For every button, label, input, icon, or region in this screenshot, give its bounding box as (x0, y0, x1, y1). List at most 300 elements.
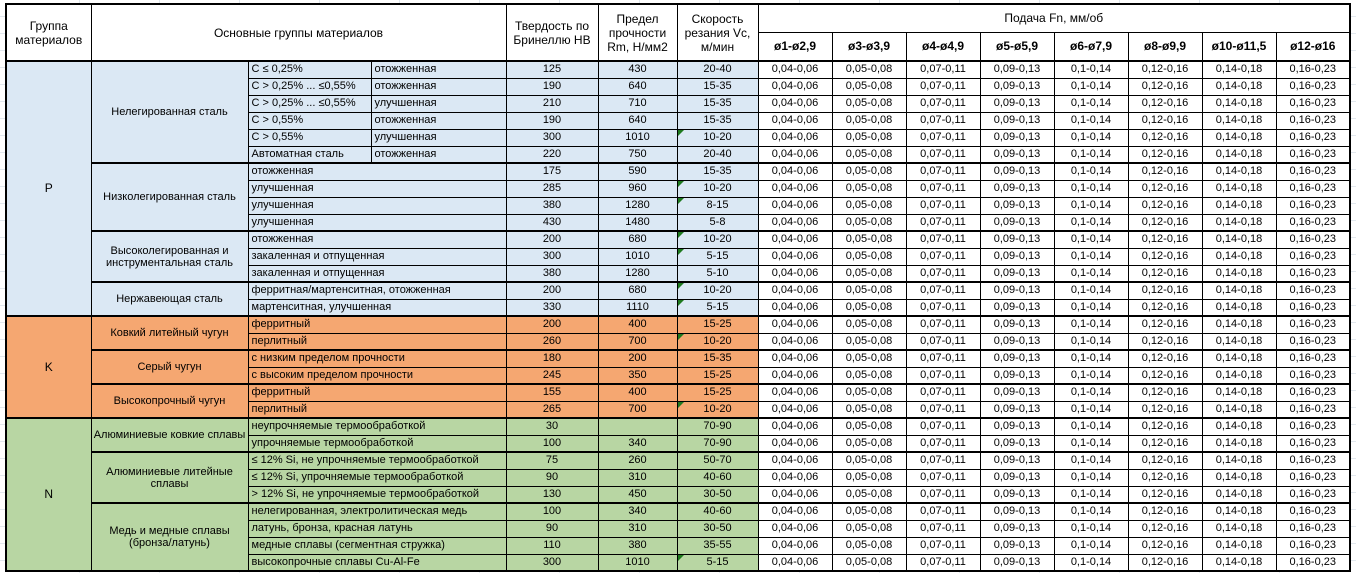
feed-value-cell: 0,14-0,18 (1202, 316, 1276, 333)
feed-value-cell: 0,05-0,08 (832, 112, 906, 129)
feed-value-cell: 0,04-0,06 (758, 61, 832, 78)
material-state-cell: улучшенная (248, 214, 506, 231)
feed-value-cell: 0,05-0,08 (832, 197, 906, 214)
cutting-speed-value-cell: 5-15 (677, 554, 758, 571)
feed-value-cell: 0,09-0,13 (980, 163, 1054, 180)
header-material-group: Группа материалов (6, 4, 91, 61)
strength-value-cell: 680 (598, 282, 677, 299)
feed-value-cell: 0,04-0,06 (758, 367, 832, 384)
header-diameter-range: ø8-ø9,9 (1128, 32, 1202, 61)
feed-value-cell: 0,05-0,08 (832, 78, 906, 95)
strength-value-cell: 1010 (598, 248, 677, 265)
cutting-speed-value-cell: 15-35 (677, 112, 758, 129)
material-state-cell: ≤ 12% Si, не упрочняемые термообработкой (248, 452, 506, 469)
material-group-name-cell: Высоколегированная и инструментальная сталь (91, 231, 248, 282)
feed-value-cell: 0,1-0,14 (1054, 146, 1128, 163)
feed-value-cell: 0,1-0,14 (1054, 214, 1128, 231)
feed-value-cell: 0,05-0,08 (832, 452, 906, 469)
feed-value-cell: 0,07-0,11 (906, 384, 980, 401)
feed-value-cell: 0,12-0,16 (1128, 95, 1202, 112)
feed-value-cell: 0,04-0,06 (758, 129, 832, 146)
feed-value-cell: 0,07-0,11 (906, 367, 980, 384)
cell-note-triangle-icon (678, 300, 684, 306)
feed-value-cell: 0,04-0,06 (758, 265, 832, 282)
cell-note-triangle-icon (678, 181, 684, 187)
feed-value-cell: 0,04-0,06 (758, 146, 832, 163)
strength-value-cell: 750 (598, 146, 677, 163)
hardness-value-cell: 300 (506, 554, 598, 571)
strength-value-cell: 1480 (598, 214, 677, 231)
feed-value-cell: 0,09-0,13 (980, 248, 1054, 265)
material-state-cell: улучшенная (371, 129, 506, 146)
feed-value-cell: 0,1-0,14 (1054, 486, 1128, 503)
cutting-speed-value-cell: 70-90 (677, 435, 758, 452)
feed-value-cell: 0,16-0,23 (1276, 146, 1350, 163)
feed-value-cell: 0,07-0,11 (906, 435, 980, 452)
material-group-name-cell: Нержавеющая сталь (91, 282, 248, 316)
material-state-cell: улучшенная (371, 95, 506, 112)
hardness-value-cell: 200 (506, 231, 598, 248)
material-state-cell: ферритный (248, 384, 506, 401)
feed-value-cell: 0,16-0,23 (1276, 333, 1350, 350)
cell-note-triangle-icon (678, 198, 684, 204)
feed-value-cell: 0,12-0,16 (1128, 112, 1202, 129)
material-state-cell: улучшенная (248, 180, 506, 197)
cutting-speed-value-cell: 35-55 (677, 537, 758, 554)
feed-value-cell: 0,14-0,18 (1202, 95, 1276, 112)
feed-value-cell: 0,16-0,23 (1276, 486, 1350, 503)
feed-value-cell: 0,16-0,23 (1276, 265, 1350, 282)
strength-value-cell: 1110 (598, 299, 677, 316)
hardness-value-cell: 430 (506, 214, 598, 231)
feed-value-cell: 0,14-0,18 (1202, 435, 1276, 452)
feed-value-cell: 0,12-0,16 (1128, 537, 1202, 554)
header-tensile-strength: Предел прочности Rm, Н/мм2 (598, 4, 677, 61)
feed-value-cell: 0,16-0,23 (1276, 163, 1350, 180)
cutting-speed-value-cell: 15-35 (677, 163, 758, 180)
hardness-value-cell: 190 (506, 78, 598, 95)
feed-value-cell: 0,12-0,16 (1128, 435, 1202, 452)
feed-value-cell: 0,14-0,18 (1202, 469, 1276, 486)
feed-value-cell: 0,14-0,18 (1202, 401, 1276, 418)
feed-value-cell: 0,05-0,08 (832, 469, 906, 486)
material-spec-cell: Автоматная сталь (248, 146, 371, 163)
feed-value-cell: 0,04-0,06 (758, 78, 832, 95)
feed-value-cell: 0,1-0,14 (1054, 180, 1128, 197)
feed-value-cell: 0,05-0,08 (832, 537, 906, 554)
feed-value-cell: 0,04-0,06 (758, 452, 832, 469)
hardness-value-cell: 380 (506, 265, 598, 282)
material-spec-cell: C > 0,55% (248, 129, 371, 146)
header-diameter-range: ø5-ø5,9 (980, 32, 1054, 61)
feed-value-cell: 0,07-0,11 (906, 78, 980, 95)
feed-value-cell: 0,07-0,11 (906, 197, 980, 214)
table-row (6, 350, 1350, 367)
feed-value-cell: 0,07-0,11 (906, 180, 980, 197)
feed-value-cell: 0,09-0,13 (980, 146, 1054, 163)
table-row (6, 316, 1350, 333)
feed-value-cell: 0,1-0,14 (1054, 163, 1128, 180)
feed-value-cell: 0,07-0,11 (906, 129, 980, 146)
feed-value-cell: 0,07-0,11 (906, 282, 980, 299)
header-diameter-range: ø3-ø3,9 (832, 32, 906, 61)
feed-value-cell: 0,04-0,06 (758, 486, 832, 503)
feed-value-cell: 0,07-0,11 (906, 299, 980, 316)
table-row (6, 503, 1350, 520)
feed-value-cell: 0,12-0,16 (1128, 333, 1202, 350)
material-state-cell: отожженная (248, 163, 506, 180)
feed-value-cell: 0,1-0,14 (1054, 554, 1128, 571)
feed-value-cell: 0,12-0,16 (1128, 78, 1202, 95)
feed-value-cell: 0,16-0,23 (1276, 95, 1350, 112)
feed-value-cell: 0,14-0,18 (1202, 350, 1276, 367)
feed-value-cell: 0,16-0,23 (1276, 61, 1350, 78)
feed-value-cell: 0,16-0,23 (1276, 435, 1350, 452)
table-header (6, 4, 1350, 61)
feed-value-cell: 0,1-0,14 (1054, 282, 1128, 299)
material-state-cell: высокопрочные сплавы Cu-Al-Fe (248, 554, 506, 571)
feed-value-cell: 0,04-0,06 (758, 384, 832, 401)
cutting-speed-value-cell: 10-20 (677, 282, 758, 299)
feed-value-cell: 0,1-0,14 (1054, 248, 1128, 265)
feed-value-cell: 0,16-0,23 (1276, 248, 1350, 265)
feed-value-cell: 0,07-0,11 (906, 333, 980, 350)
material-group-name-cell: Ковкий литейный чугун (91, 316, 248, 350)
feed-value-cell: 0,05-0,08 (832, 367, 906, 384)
feed-value-cell: 0,04-0,06 (758, 350, 832, 367)
feed-value-cell: 0,09-0,13 (980, 418, 1054, 435)
feed-value-cell: 0,1-0,14 (1054, 129, 1128, 146)
feed-value-cell: 0,1-0,14 (1054, 299, 1128, 316)
feed-value-cell: 0,12-0,16 (1128, 282, 1202, 299)
strength-value-cell: 310 (598, 520, 677, 537)
feed-value-cell: 0,12-0,16 (1128, 61, 1202, 78)
hardness-value-cell: 380 (506, 197, 598, 214)
feed-value-cell: 0,07-0,11 (906, 401, 980, 418)
feed-value-cell: 0,14-0,18 (1202, 180, 1276, 197)
feed-value-cell: 0,04-0,06 (758, 503, 832, 520)
cutting-speed-value-cell: 10-20 (677, 401, 758, 418)
feed-value-cell: 0,12-0,16 (1128, 452, 1202, 469)
table-row (6, 452, 1350, 469)
cutting-speed-value-cell: 5-15 (677, 248, 758, 265)
material-state-cell: отожженная (248, 231, 506, 248)
feed-value-cell: 0,14-0,18 (1202, 248, 1276, 265)
feed-value-cell: 0,16-0,23 (1276, 384, 1350, 401)
material-state-cell: с высоким пределом прочности (248, 367, 506, 384)
feed-value-cell: 0,04-0,06 (758, 95, 832, 112)
strength-value-cell: 450 (598, 486, 677, 503)
feed-value-cell: 0,04-0,06 (758, 112, 832, 129)
material-state-cell: > 12% Si, не упрочняемые термообработкой (248, 486, 506, 503)
material-state-cell: ферритная/мартенситная, отожженная (248, 282, 506, 299)
feed-value-cell: 0,04-0,06 (758, 469, 832, 486)
feed-value-cell: 0,1-0,14 (1054, 520, 1128, 537)
feed-value-cell: 0,05-0,08 (832, 350, 906, 367)
feed-value-cell: 0,14-0,18 (1202, 418, 1276, 435)
hardness-value-cell: 200 (506, 316, 598, 333)
hardness-value-cell: 30 (506, 418, 598, 435)
feed-value-cell: 0,14-0,18 (1202, 537, 1276, 554)
material-state-cell: латунь, бронза, красная латунь (248, 520, 506, 537)
feed-value-cell: 0,14-0,18 (1202, 503, 1276, 520)
feed-value-cell: 0,05-0,08 (832, 486, 906, 503)
feed-value-cell: 0,07-0,11 (906, 163, 980, 180)
feed-value-cell: 0,12-0,16 (1128, 503, 1202, 520)
feed-value-cell: 0,1-0,14 (1054, 197, 1128, 214)
feed-value-cell: 0,04-0,06 (758, 163, 832, 180)
feed-value-cell: 0,12-0,16 (1128, 316, 1202, 333)
feed-value-cell: 0,04-0,06 (758, 333, 832, 350)
strength-value-cell: 700 (598, 333, 677, 350)
material-state-cell: упрочняемые термообработкой (248, 435, 506, 452)
feed-value-cell: 0,09-0,13 (980, 180, 1054, 197)
strength-value-cell: 960 (598, 180, 677, 197)
feed-value-cell: 0,16-0,23 (1276, 282, 1350, 299)
cutting-speed-value-cell: 10-20 (677, 129, 758, 146)
feed-value-cell: 0,14-0,18 (1202, 129, 1276, 146)
feed-value-cell: 0,05-0,08 (832, 333, 906, 350)
feed-value-cell: 0,12-0,16 (1128, 231, 1202, 248)
feed-value-cell: 0,1-0,14 (1054, 78, 1128, 95)
feed-value-cell: 0,07-0,11 (906, 537, 980, 554)
material-state-cell: мартенситная, улучшенная (248, 299, 506, 316)
feed-value-cell: 0,16-0,23 (1276, 214, 1350, 231)
hardness-value-cell: 220 (506, 146, 598, 163)
cutting-speed-value-cell: 40-60 (677, 469, 758, 486)
strength-value-cell: 680 (598, 231, 677, 248)
strength-value-cell: 340 (598, 503, 677, 520)
feed-value-cell: 0,09-0,13 (980, 265, 1054, 282)
header-feed-title: Подача Fn, мм/об (758, 4, 1350, 32)
feed-value-cell: 0,05-0,08 (832, 146, 906, 163)
feed-value-cell: 0,04-0,06 (758, 214, 832, 231)
feed-value-cell: 0,16-0,23 (1276, 129, 1350, 146)
feed-value-cell: 0,16-0,23 (1276, 367, 1350, 384)
hardness-value-cell: 245 (506, 367, 598, 384)
feed-value-cell: 0,12-0,16 (1128, 265, 1202, 282)
material-spec-cell: C ≤ 0,25% (248, 61, 371, 78)
material-group-name-cell: Алюминиевые ковкие сплавы (91, 418, 248, 452)
feed-value-cell: 0,16-0,23 (1276, 503, 1350, 520)
header-diameter-range: ø12-ø16 (1276, 32, 1350, 61)
feed-value-cell: 0,14-0,18 (1202, 231, 1276, 248)
feed-value-cell: 0,04-0,06 (758, 435, 832, 452)
feed-value-cell: 0,12-0,16 (1128, 163, 1202, 180)
material-group-name-cell: Нелегированная сталь (91, 61, 248, 163)
cutting-speed-value-cell: 10-20 (677, 333, 758, 350)
feed-value-cell: 0,09-0,13 (980, 78, 1054, 95)
feed-value-cell: 0,05-0,08 (832, 384, 906, 401)
feed-value-cell: 0,1-0,14 (1054, 452, 1128, 469)
material-group-letter-cell: N (6, 418, 91, 571)
strength-value-cell: 310 (598, 469, 677, 486)
material-group-name-cell: Высокопрочный чугун (91, 384, 248, 418)
feed-value-cell: 0,09-0,13 (980, 316, 1054, 333)
feed-value-cell: 0,07-0,11 (906, 146, 980, 163)
feed-value-cell: 0,09-0,13 (980, 452, 1054, 469)
feed-value-cell: 0,09-0,13 (980, 367, 1054, 384)
feed-value-cell: 0,05-0,08 (832, 418, 906, 435)
feed-value-cell: 0,12-0,16 (1128, 554, 1202, 571)
material-state-cell: медные сплавы (сегментная стружка) (248, 537, 506, 554)
feed-value-cell: 0,14-0,18 (1202, 384, 1276, 401)
material-state-cell: перлитный (248, 333, 506, 350)
cutting-speed-value-cell: 5-8 (677, 214, 758, 231)
feed-value-cell: 0,14-0,18 (1202, 520, 1276, 537)
feed-value-cell: 0,1-0,14 (1054, 350, 1128, 367)
feed-value-cell: 0,04-0,06 (758, 197, 832, 214)
feed-value-cell: 0,12-0,16 (1128, 350, 1202, 367)
hardness-value-cell: 180 (506, 350, 598, 367)
feed-value-cell: 0,09-0,13 (980, 95, 1054, 112)
feed-value-cell: 0,12-0,16 (1128, 401, 1202, 418)
hardness-value-cell: 130 (506, 486, 598, 503)
feed-value-cell: 0,1-0,14 (1054, 384, 1128, 401)
hardness-value-cell: 110 (506, 537, 598, 554)
feed-value-cell: 0,09-0,13 (980, 469, 1054, 486)
feed-value-cell: 0,05-0,08 (832, 265, 906, 282)
feed-value-cell: 0,09-0,13 (980, 112, 1054, 129)
material-group-name-cell: Низколегированная сталь (91, 163, 248, 231)
material-state-cell: отожженная (371, 112, 506, 129)
feed-value-cell: 0,05-0,08 (832, 554, 906, 571)
hardness-value-cell: 210 (506, 95, 598, 112)
feed-value-cell: 0,07-0,11 (906, 520, 980, 537)
feed-value-cell: 0,05-0,08 (832, 316, 906, 333)
feed-value-cell: 0,14-0,18 (1202, 367, 1276, 384)
feed-value-cell: 0,05-0,08 (832, 61, 906, 78)
feed-value-cell: 0,12-0,16 (1128, 384, 1202, 401)
cutting-speed-value-cell: 30-50 (677, 520, 758, 537)
hardness-value-cell: 90 (506, 520, 598, 537)
feed-value-cell: 0,04-0,06 (758, 248, 832, 265)
hardness-value-cell: 175 (506, 163, 598, 180)
feed-value-cell: 0,07-0,11 (906, 350, 980, 367)
feed-value-cell: 0,16-0,23 (1276, 180, 1350, 197)
feed-value-cell: 0,09-0,13 (980, 520, 1054, 537)
material-group-name-cell: Алюминиевые литейные сплавы (91, 452, 248, 503)
table-row (6, 231, 1350, 248)
cutting-speed-value-cell: 5-15 (677, 299, 758, 316)
feed-value-cell: 0,09-0,13 (980, 503, 1054, 520)
feed-value-cell: 0,12-0,16 (1128, 248, 1202, 265)
feed-value-cell: 0,05-0,08 (832, 248, 906, 265)
feed-value-cell: 0,1-0,14 (1054, 537, 1128, 554)
cell-note-triangle-icon (678, 334, 684, 340)
feed-value-cell: 0,12-0,16 (1128, 418, 1202, 435)
table-row (6, 384, 1350, 401)
cell-note-triangle-icon (678, 232, 684, 238)
feed-value-cell: 0,04-0,06 (758, 520, 832, 537)
cutting-speed-value-cell: 15-35 (677, 78, 758, 95)
feed-value-cell: 0,05-0,08 (832, 503, 906, 520)
strength-value-cell: 380 (598, 537, 677, 554)
material-state-cell: закаленная и отпущенная (248, 248, 506, 265)
cutting-speed-value-cell: 15-25 (677, 316, 758, 333)
cutting-speed-value-cell: 20-40 (677, 146, 758, 163)
feed-value-cell: 0,04-0,06 (758, 418, 832, 435)
feed-value-cell: 0,05-0,08 (832, 299, 906, 316)
feed-value-cell: 0,04-0,06 (758, 282, 832, 299)
hardness-value-cell: 75 (506, 452, 598, 469)
header-diameter-range: ø6-ø7,9 (1054, 32, 1128, 61)
material-state-cell: отожженная (371, 61, 506, 78)
feed-value-cell: 0,05-0,08 (832, 95, 906, 112)
feed-value-cell: 0,14-0,18 (1202, 486, 1276, 503)
cutting-speed-value-cell: 10-20 (677, 231, 758, 248)
feed-value-cell: 0,04-0,06 (758, 299, 832, 316)
strength-value-cell: 400 (598, 384, 677, 401)
feed-value-cell: 0,04-0,06 (758, 180, 832, 197)
feed-value-cell: 0,14-0,18 (1202, 146, 1276, 163)
strength-value-cell: 340 (598, 435, 677, 452)
feed-value-cell: 0,1-0,14 (1054, 367, 1128, 384)
feed-value-cell: 0,09-0,13 (980, 282, 1054, 299)
feed-value-cell: 0,07-0,11 (906, 61, 980, 78)
feed-value-cell: 0,14-0,18 (1202, 299, 1276, 316)
feed-value-cell: 0,05-0,08 (832, 231, 906, 248)
cutting-speed-value-cell: 40-60 (677, 503, 758, 520)
feed-value-cell: 0,16-0,23 (1276, 469, 1350, 486)
feed-value-cell: 0,07-0,11 (906, 231, 980, 248)
hardness-value-cell: 300 (506, 129, 598, 146)
hardness-value-cell: 190 (506, 112, 598, 129)
table-row (6, 282, 1350, 299)
cutting-speed-value-cell: 5-10 (677, 265, 758, 282)
header-diameter-range: ø4-ø4,9 (906, 32, 980, 61)
feed-value-cell: 0,09-0,13 (980, 401, 1054, 418)
hardness-value-cell: 285 (506, 180, 598, 197)
material-state-cell: отожженная (371, 78, 506, 95)
feed-value-cell: 0,09-0,13 (980, 299, 1054, 316)
feed-value-cell: 0,12-0,16 (1128, 469, 1202, 486)
feed-value-cell: 0,05-0,08 (832, 520, 906, 537)
header-diameter-range: ø1-ø2,9 (758, 32, 832, 61)
material-state-cell: ферритный (248, 316, 506, 333)
feed-value-cell: 0,14-0,18 (1202, 78, 1276, 95)
feed-value-cell: 0,05-0,08 (832, 129, 906, 146)
feed-value-cell: 0,05-0,08 (832, 401, 906, 418)
feed-value-cell: 0,07-0,11 (906, 248, 980, 265)
feed-value-cell: 0,09-0,13 (980, 554, 1054, 571)
strength-value-cell: 200 (598, 350, 677, 367)
feed-value-cell: 0,16-0,23 (1276, 112, 1350, 129)
feed-value-cell: 0,12-0,16 (1128, 486, 1202, 503)
cell-note-triangle-icon (678, 249, 684, 255)
feed-value-cell: 0,1-0,14 (1054, 112, 1128, 129)
feed-value-cell: 0,16-0,23 (1276, 350, 1350, 367)
feed-value-cell: 0,1-0,14 (1054, 469, 1128, 486)
feed-value-cell: 0,14-0,18 (1202, 61, 1276, 78)
feed-value-cell: 0,14-0,18 (1202, 112, 1276, 129)
feed-value-cell: 0,05-0,08 (832, 180, 906, 197)
feed-value-cell: 0,09-0,13 (980, 231, 1054, 248)
feed-value-cell: 0,09-0,13 (980, 537, 1054, 554)
feed-value-cell: 0,1-0,14 (1054, 333, 1128, 350)
material-spec-cell: C > 0,25% ... ≤0,55% (248, 78, 371, 95)
feed-value-cell: 0,07-0,11 (906, 95, 980, 112)
feed-value-cell: 0,09-0,13 (980, 129, 1054, 146)
strength-value-cell: 590 (598, 163, 677, 180)
feed-value-cell: 0,16-0,23 (1276, 520, 1350, 537)
feed-value-cell: 0,05-0,08 (832, 214, 906, 231)
feed-value-cell: 0,16-0,23 (1276, 316, 1350, 333)
material-group-name-cell: Серый чугун (91, 350, 248, 384)
feed-value-cell: 0,07-0,11 (906, 554, 980, 571)
feed-value-cell: 0,16-0,23 (1276, 554, 1350, 571)
strength-value-cell: 1280 (598, 197, 677, 214)
